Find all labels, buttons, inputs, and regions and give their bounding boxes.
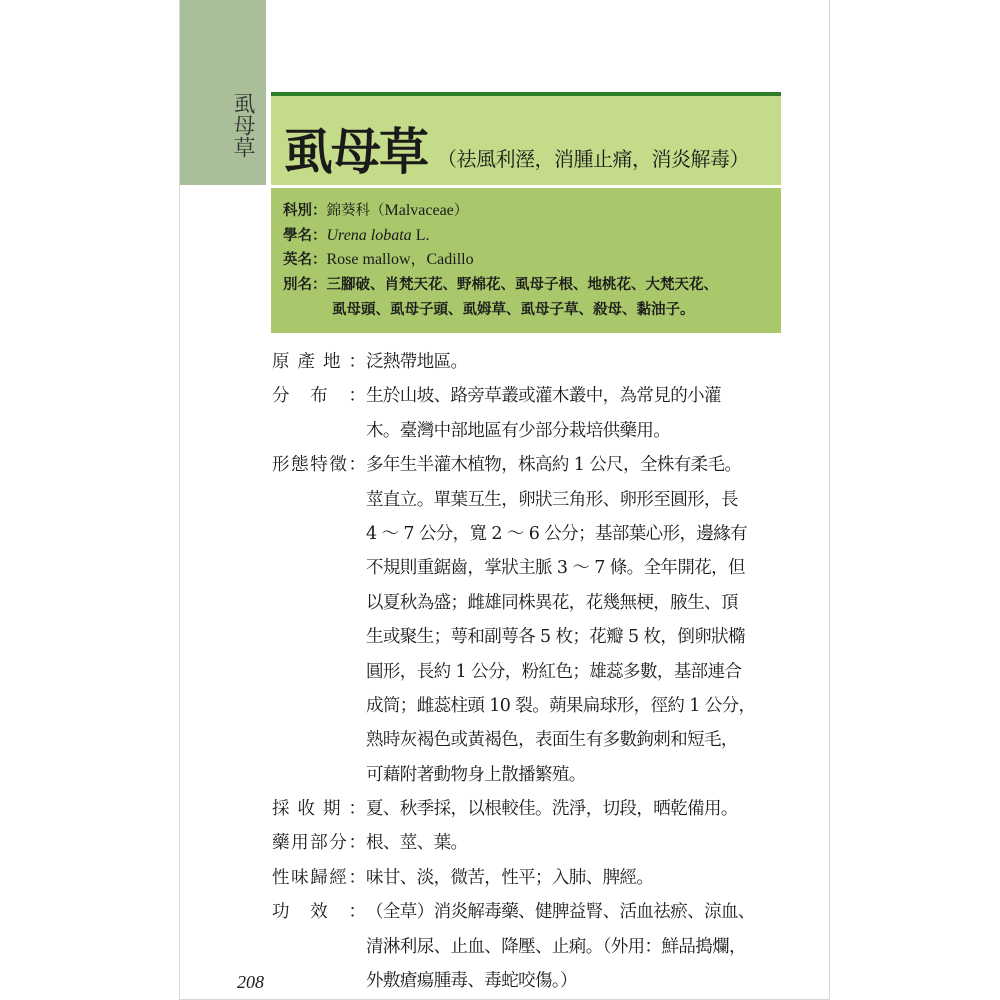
alias-row-2 bbox=[332, 300, 695, 320]
entry-label: 原產地： bbox=[272, 352, 366, 372]
entry-label: 分布： bbox=[272, 386, 366, 407]
entry-line: 熟時灰褐色或黃褐色，表面生有多數鉤刺和短毛， bbox=[366, 730, 738, 751]
entry-line: 夏、秋季採，以根較佳。洗淨，切段，晒乾備用。 bbox=[366, 799, 738, 820]
description-body bbox=[272, 345, 792, 998]
page-number: 208 bbox=[237, 972, 264, 992]
plant-subtitle: （祛風利溼，消腫止痛，消炎解毒） bbox=[437, 147, 749, 171]
entry-line: 木。臺灣中部地區有少部分栽培供藥用。 bbox=[366, 420, 671, 441]
entry-line: 成筒；雌蕊柱頭 10 裂。蒴果扁球形，徑約 1 公分， bbox=[366, 695, 756, 716]
entry-line: 以夏秋為盛；雌雄同株異花，花幾無梗，腋生、頂 bbox=[366, 592, 738, 613]
en-value: Rose mallow，Cadillo bbox=[326, 251, 474, 268]
entry-line: 泛熱帶地區。 bbox=[366, 352, 468, 372]
family-latin: Malvaceae bbox=[384, 202, 454, 219]
alias-line: 虱母頭、虱母子頭、虱姆草、虱母子草、殺母、黏油子。 bbox=[332, 302, 695, 318]
entry-line: 圓形，長約 1 公分，粉紅色；雄蕊多數，基部連合 bbox=[366, 661, 742, 682]
entry-line: 莖直立。單葉互生，卵狀三角形、卵形至圓形，長 bbox=[366, 489, 738, 510]
sci-label: 學名： bbox=[283, 228, 327, 244]
entry-label: 採收期： bbox=[272, 799, 366, 820]
plant-title: 虱母草 bbox=[283, 122, 427, 181]
entry-line: 可藉附著動物身上散播繁殖。 bbox=[366, 764, 586, 785]
alias-row bbox=[283, 275, 718, 295]
family-value: 錦葵科（ bbox=[326, 203, 385, 219]
entry-label: 性味歸經： bbox=[272, 867, 366, 888]
entry bbox=[272, 379, 792, 448]
entry bbox=[272, 792, 792, 826]
family-row bbox=[283, 201, 468, 221]
scientific-name-row bbox=[283, 226, 429, 246]
title-box bbox=[271, 96, 781, 185]
entry bbox=[272, 448, 792, 792]
entry-label: 形態特徵： bbox=[272, 455, 366, 476]
entry-line: 生於山坡、路旁草叢或灌木叢中，為常見的小灌 bbox=[366, 386, 721, 407]
entry-line: 不規則重鋸齒，掌狀主脈 3 ～ 7 條。全年開花，但 bbox=[366, 558, 745, 579]
alias-label: 別名： bbox=[283, 277, 327, 293]
sci-name: Urena lobata bbox=[326, 227, 412, 244]
entry-line: 外敷瘡瘍腫毒、毒蛇咬傷。） bbox=[366, 971, 577, 992]
entry-line: 生或聚生；萼和副萼各 5 枚；花瓣 5 枚，倒卵狀橢 bbox=[366, 627, 745, 648]
entry-line: 4 ～ 7 公分，寬 2 ～ 6 公分；基部葉心形，邊緣有 bbox=[366, 523, 748, 544]
entry-line: 根、莖、葉。 bbox=[366, 833, 468, 854]
entry bbox=[272, 826, 792, 860]
entry bbox=[272, 895, 792, 998]
alias-line: 三腳破、肖梵天花、野棉花、虱母子根、地桃花、大梵天花、 bbox=[326, 277, 718, 293]
entry bbox=[272, 345, 792, 379]
entry-line: 多年生半灌木植物，株高約 1 公尺，全株有柔毛。 bbox=[366, 455, 742, 476]
english-name-row bbox=[283, 250, 474, 270]
entry bbox=[272, 861, 792, 895]
family-close: ） bbox=[453, 203, 469, 219]
side-tab-label: 虱母草 bbox=[230, 92, 255, 158]
entry-label: 功效： bbox=[272, 902, 366, 923]
entry-label: 藥用部分： bbox=[272, 833, 366, 854]
en-label: 英名： bbox=[283, 252, 327, 268]
sci-author: L. bbox=[411, 227, 430, 244]
family-label: 科別： bbox=[283, 203, 327, 219]
entry-line: 清淋利尿、止血、降壓、止痢。（外用：鮮品搗爛， bbox=[366, 936, 746, 957]
entry-line: （全草）消炎解毒藥、健脾益腎、活血祛瘀、涼血、 bbox=[366, 902, 755, 923]
info-box bbox=[271, 188, 781, 333]
entry-line: 味甘、淡，微苦，性平；入肺、脾經。 bbox=[366, 867, 654, 888]
